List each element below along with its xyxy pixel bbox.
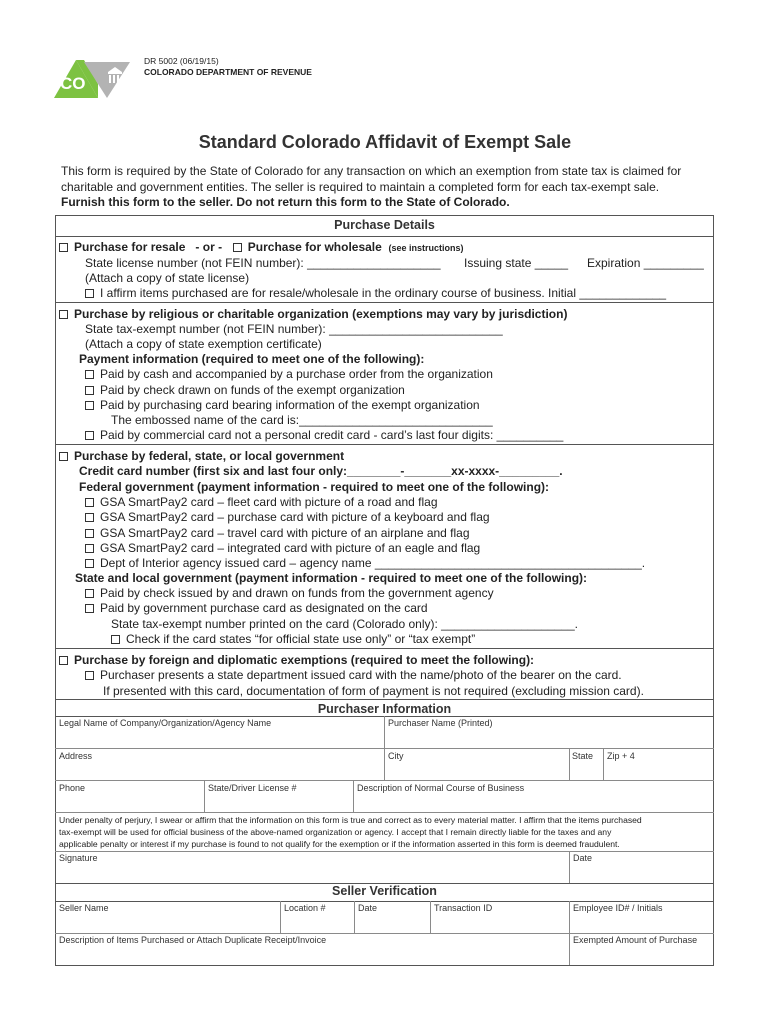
- divider: [280, 901, 281, 933]
- perjury-line-1: Under penalty of perjury, I swear or affirm that the information on this form is true and correct as to every material matter. I affirm that the items purchased: [59, 815, 642, 825]
- option-label: Paid by check issued by and drawn on funds from the government agency: [100, 586, 494, 600]
- divider: [569, 851, 570, 883]
- divider: [569, 933, 570, 965]
- official-use-row: [111, 632, 475, 646]
- phone-field[interactable]: Phone: [59, 783, 86, 793]
- option-label: GSA SmartPay2 card – integrated card with picture of an eagle and flag: [100, 541, 481, 555]
- seller-name-field[interactable]: Seller Name: [59, 903, 109, 913]
- foreign-option: [85, 668, 622, 682]
- intro-line-1: This form is required by the State of Colorado for any transaction on which an exemption from state tax is claimed for: [61, 164, 682, 178]
- doi-option: [85, 556, 645, 570]
- divider: [569, 901, 570, 933]
- divider: [55, 302, 714, 303]
- items-description-field[interactable]: Description of Items Purchased or Attach Duplicate Receipt/Invoice: [59, 935, 327, 945]
- form-number: DR 5002 (06/19/15): [144, 56, 219, 66]
- transaction-id-field[interactable]: Transaction ID: [434, 903, 493, 913]
- option-checkbox[interactable]: [85, 401, 94, 410]
- option-checkbox[interactable]: [85, 604, 94, 613]
- option-checkbox[interactable]: [85, 589, 94, 598]
- purchaser-date-field[interactable]: Date: [573, 853, 593, 863]
- wholesale-checkbox[interactable]: [233, 243, 242, 252]
- federal-heading: Federal government (payment information - required to meet one of the following):: [79, 480, 550, 494]
- driver-license-field[interactable]: State/Driver License #: [208, 783, 297, 793]
- gsa-option: [85, 510, 490, 524]
- option-label: GSA SmartPay2 card – purchase card with picture of a keyboard and flag: [100, 510, 490, 524]
- zip-field[interactable]: Zip + 4: [607, 751, 635, 761]
- intro-line-3: Furnish this form to the seller. Do not return this form to the State of Colorado.: [61, 195, 510, 209]
- signature-field[interactable]: Signature: [59, 853, 98, 863]
- tax-exempt-number-field[interactable]: State tax-exempt number (not FEIN number): __________________________: [85, 322, 503, 336]
- option-label: Paid by check drawn on funds of the exempt organization: [100, 383, 405, 397]
- option-checkbox[interactable]: [85, 559, 94, 568]
- credit-card-field[interactable]: Credit card number (first six and last four only:________-_______xx-xxxx-_________.: [79, 464, 563, 478]
- address-field[interactable]: Address: [59, 751, 93, 761]
- official-use-label: Check if the card states “for official state use only” or “tax exempt”: [126, 632, 476, 646]
- divider: [55, 236, 714, 237]
- option-checkbox[interactable]: [85, 431, 94, 440]
- logo-state: CO: [60, 74, 86, 93]
- perjury-line-2: tax-exempt will be used for official business of the above-named organization or agency. I accept that I remain directly liable for the taxes and any: [59, 827, 612, 837]
- option-label: Dept of Interior agency issued card – agency name ________________________________________.: [100, 556, 646, 570]
- option-label: Paid by government purchase card as designated on the card: [100, 601, 428, 615]
- perjury-statement: [59, 814, 711, 850]
- divider: [55, 812, 714, 813]
- business-description-field[interactable]: Description of Normal Course of Business: [357, 783, 525, 793]
- purchase-details-title: Purchase Details: [334, 218, 435, 232]
- foreign-note: If presented with this card, documentation of form of payment is not required (excluding mission card).: [103, 684, 644, 698]
- divider: [569, 748, 570, 780]
- legal-name-field[interactable]: Legal Name of Company/Organization/Agency Name: [59, 718, 272, 728]
- purchaser-name-field[interactable]: Purchaser Name (Printed): [388, 718, 493, 728]
- government-row: [59, 449, 344, 463]
- affirm-label: I affirm items purchased are for resale/wholesale in the ordinary course of business. Initial _____________: [100, 286, 667, 300]
- location-field[interactable]: Location #: [284, 903, 326, 913]
- option-label: GSA SmartPay2 card – travel card with picture of an airplane and flag: [100, 526, 470, 540]
- intro-text: [61, 164, 721, 211]
- option-checkbox[interactable]: [85, 513, 94, 522]
- divider: [55, 444, 714, 445]
- seller-date-field[interactable]: Date: [358, 903, 378, 913]
- resale-checkbox[interactable]: [59, 243, 68, 252]
- divider: [55, 901, 714, 902]
- divider: [384, 748, 385, 780]
- divider: [55, 699, 714, 700]
- divider: [603, 748, 604, 780]
- attach-certificate-note: (Attach a copy of state exemption certificate): [85, 337, 322, 351]
- gsa-option: [85, 495, 438, 509]
- option-label: GSA SmartPay2 card – fleet card with picture of a road and flag: [100, 495, 438, 509]
- divider: [55, 851, 714, 852]
- religious-option: [85, 398, 480, 412]
- official-use-checkbox[interactable]: [111, 635, 120, 644]
- department-name: COLORADO DEPARTMENT OF REVENUE: [144, 67, 312, 77]
- affirm-row: [85, 286, 666, 300]
- state-card-number-field[interactable]: State tax-exempt number printed on the card (Colorado only): ____________________.: [111, 617, 578, 631]
- divider: [55, 780, 714, 781]
- payment-info-heading: Payment information (required to meet one of the following):: [79, 352, 425, 366]
- employee-id-field[interactable]: Employee ID# / Initials: [573, 903, 663, 913]
- religious-row: [59, 307, 567, 321]
- government-label: Purchase by federal, state, or local government: [74, 449, 345, 463]
- gsa-option: [85, 526, 470, 540]
- purchaser-info-title: Purchaser Information: [317, 702, 452, 716]
- option-label: Purchaser presents a state department issued card with the name/photo of the bearer on the card.: [100, 668, 622, 682]
- see-instructions: (see instructions): [388, 243, 464, 253]
- divider: [55, 648, 714, 649]
- city-field[interactable]: City: [388, 751, 404, 761]
- intro-line-2: charitable and government entities. The seller is required to maintain a completed form for each tax-exempt sale.: [61, 179, 660, 194]
- divider: [204, 780, 205, 812]
- religious-checkbox[interactable]: [59, 310, 68, 319]
- expiration-field[interactable]: Expiration _________: [587, 256, 704, 270]
- state-option: [85, 601, 428, 615]
- state-field[interactable]: State: [572, 751, 594, 761]
- state-option: [85, 586, 494, 600]
- page-title: Standard Colorado Affidavit of Exempt Sale: [198, 132, 572, 152]
- option-checkbox[interactable]: [85, 498, 94, 507]
- or-label: - or -: [195, 240, 223, 254]
- option-checkbox[interactable]: [85, 544, 94, 553]
- religious-label: Purchase by religious or charitable organization (exemptions may vary by jurisdiction): [74, 307, 568, 321]
- embossed-name-field[interactable]: The embossed name of the card is:_____________________________: [111, 413, 493, 427]
- option-label: Paid by cash and accompanied by a purchase order from the organization: [100, 367, 493, 381]
- religious-option: [85, 428, 563, 442]
- foreign-label: Purchase by foreign and diplomatic exemptions (required to meet the following):: [74, 653, 535, 667]
- divider: [354, 901, 355, 933]
- option-checkbox[interactable]: [85, 386, 94, 395]
- divider: [353, 780, 354, 812]
- logo-letters: CDOR: [88, 53, 124, 62]
- option-checkbox[interactable]: [85, 529, 94, 538]
- religious-option: [85, 367, 493, 381]
- seller-verification-title: Seller Verification: [332, 884, 437, 898]
- divider: [384, 716, 385, 748]
- religious-option: [85, 383, 405, 397]
- issuing-state-field[interactable]: Issuing state _____: [464, 256, 569, 270]
- option-checkbox[interactable]: [85, 671, 94, 680]
- state-license-field[interactable]: State license number (not FEIN number): ____________________: [85, 256, 441, 270]
- option-label: Paid by purchasing card bearing information of the exempt organization: [100, 398, 480, 412]
- government-checkbox[interactable]: [59, 452, 68, 461]
- exempted-amount-field[interactable]: Exempted Amount of Purchase: [573, 935, 698, 945]
- divider: [430, 901, 431, 933]
- perjury-line-3: applicable penalty or interest if my purchase is found to not qualify for the exemption or if the information asserted in this form is deemed fraudulent.: [59, 839, 620, 849]
- option-checkbox[interactable]: [85, 370, 94, 379]
- foreign-checkbox[interactable]: [59, 656, 68, 665]
- wholesale-label: Purchase for wholesale: [247, 240, 382, 254]
- option-label: Paid by commercial card not a personal credit card - card’s last four digits: __________: [100, 428, 564, 442]
- resale-label: Purchase for resale: [74, 240, 186, 254]
- foreign-row: [59, 653, 534, 667]
- gsa-option: [85, 541, 480, 555]
- attach-license-note: (Attach a copy of state license): [85, 271, 250, 285]
- affirm-checkbox[interactable]: [85, 289, 94, 298]
- divider: [55, 933, 714, 934]
- state-local-heading: State and local government (payment information - required to meet one of the following):: [75, 571, 588, 585]
- resale-row: [59, 240, 464, 255]
